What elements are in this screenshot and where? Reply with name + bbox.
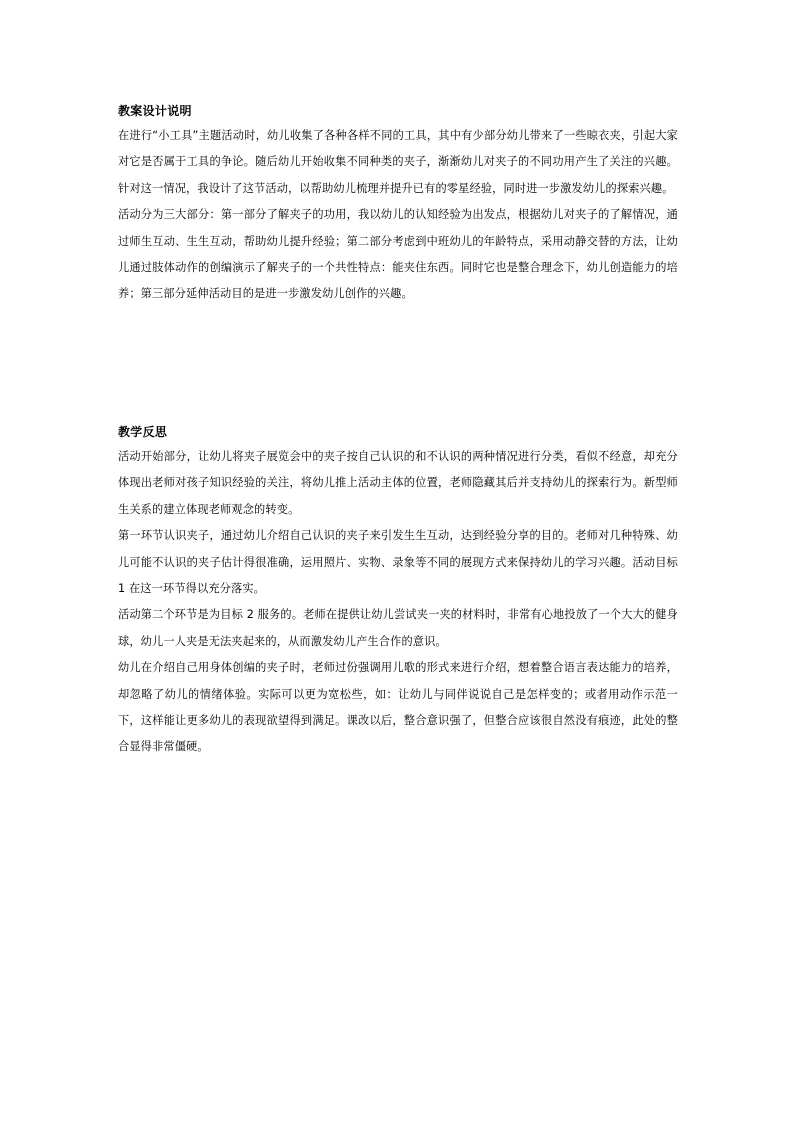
paragraph: 活动第二个环节是为目标 2 服务的。老师在提供让幼儿尝试夹一夹的材料时，非常有心地投放了一个大大的健身球，幼儿一人夹是无法夹起来的，从而激发幼儿产生合作的意识。 — [118, 608, 678, 648]
paragraph: 幼儿在介绍自己用身体创编的夹子时，老师过份强调用儿歌的形式来进行介绍，想着整合语言表达能力的培养，却忽略了幼儿的情绪体验。实际可以更为宽松些，如：让幼儿与同伴说说自己是怎样变的；或者用动作示范一下，这样能让更多幼儿的表现欲望得到满足。课改以后，整合意识强了，但整合应该很自然没有痕迹，此处的整合显得非常僵硬。 — [118, 661, 678, 754]
section-heading-teaching-reflection: 教学反思 — [118, 425, 168, 439]
paragraph: 活动分为三大部分：第一部分了解夹子的功用，我以幼儿的认知经验为出发点，根据幼儿对夹子的了解情况，通过师生互动、生生互动，帮助幼儿提升经验；第二部分考虑到中班幼儿的年龄特点，采用动静交替的方法，让幼儿通过肢体动作的创编演示了解夹子的一个共性特点：能夹住东西。同时它也是整合理念下，幼儿创造能力的培养；第三部分延伸活动目的是进一步激发幼儿创作的兴趣。 — [118, 208, 678, 301]
paragraph: 第一环节认识夹子，通过幼儿介绍自己认识的夹子来引发生生互动，达到经验分享的目的。老师对几种特殊、幼儿可能不认识的夹子估计得很准确，运用照片、实物、录象等不同的展现方式来保持幼儿的学习兴趣。活动目标 1 在这一环节得以充分落实。 — [118, 529, 678, 596]
teaching-reflection-section — [118, 422, 678, 761]
paragraph: 活动开始部分，让幼儿将夹子展览会中的夹子按自己认识的和不认识的两种情况进行分类，看似不经意，却充分体现出老师对孩子知识经验的关注，将幼儿推上活动主体的位置，老师隐藏其后并支持幼儿的探索行为。新型师生关系的建立体现老师观念的转变。 — [118, 450, 678, 516]
paragraph: 在进行“小工具”主题活动时，幼儿收集了各种各样不同的工具，其中有少部分幼儿带来了一些晾衣夹，引起大家对它是否属于工具的争论。随后幼儿开始收集不同种类的夹子，渐渐幼儿对夹子的不同功用产生了关注的兴趣。针对这一情况，我设计了这节活动，以帮助幼儿梳理并提升已有的零星经验，同时进一步激发幼儿的探索兴趣。 — [118, 129, 678, 195]
lesson-design-section — [118, 101, 678, 308]
section-heading-lesson-design: 教案设计说明 — [118, 104, 192, 118]
